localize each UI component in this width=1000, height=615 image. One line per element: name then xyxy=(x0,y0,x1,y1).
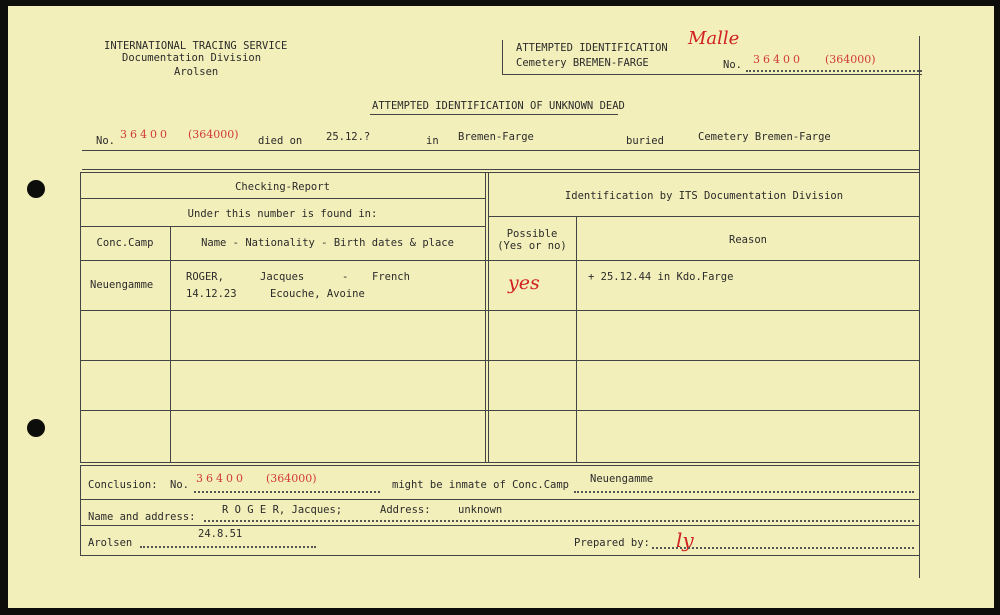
row-birth-date: 14.12.23 xyxy=(186,288,237,300)
record-no-alt: (364000) xyxy=(188,128,239,141)
table-top-border xyxy=(80,172,920,173)
rule xyxy=(80,525,920,526)
dotted-line xyxy=(204,520,914,522)
rule xyxy=(488,216,920,217)
right-title: ATTEMPTED IDENTIFICATION xyxy=(516,42,668,54)
column-header-possible-hint: (Yes or no) xyxy=(497,240,567,252)
identification-title: Identification by ITS Documentation Division xyxy=(564,190,844,202)
rule xyxy=(80,465,920,466)
row-nationality: French xyxy=(372,271,410,283)
handwritten-mark: Malle xyxy=(688,28,740,49)
rule xyxy=(80,260,920,261)
title-underline xyxy=(370,114,618,115)
conclusion-no-value: 36400 xyxy=(196,472,246,485)
org-name: INTERNATIONAL TRACING SERVICE xyxy=(104,40,288,52)
table-right-border xyxy=(919,36,920,578)
header-divider xyxy=(502,40,503,74)
conclusion-no-label: No. xyxy=(170,479,189,491)
row-firstname: Jacques xyxy=(260,271,305,283)
column-header-reason: Reason xyxy=(729,234,767,246)
column-divider xyxy=(170,226,171,462)
form-title: ATTEMPTED IDENTIFICATION OF UNKNOWN DEAD xyxy=(372,100,625,112)
buried-label: buried xyxy=(626,135,664,147)
signature: ly xyxy=(676,528,694,552)
table-bottom-border xyxy=(80,462,920,463)
org-division: Documentation Division xyxy=(122,52,262,64)
section-divider xyxy=(485,172,486,462)
conclusion-no-alt: (364000) xyxy=(266,472,317,485)
cemetery-line: Cemetery BREMEN-FARGE xyxy=(516,57,649,69)
buried-value: Cemetery Bremen-Farge xyxy=(698,131,831,143)
row-birth-place: Ecouche, Avoine xyxy=(270,288,365,300)
conclusion-inmate-text: might be inmate of Conc.Camp xyxy=(392,479,570,491)
column-header-possible: Possible xyxy=(506,228,558,240)
punch-hole xyxy=(27,419,45,437)
address-label: Address: xyxy=(380,504,431,516)
column-header-name: Name - Nationality - Birth dates & place xyxy=(201,237,454,249)
header-underline xyxy=(502,74,922,75)
conclusion-left-border xyxy=(80,465,81,555)
record-no-label: No. xyxy=(96,135,115,147)
record-card xyxy=(8,6,994,608)
rule xyxy=(80,410,920,411)
conclusion-label: Conclusion: xyxy=(88,479,158,491)
row-camp: Neuengamme xyxy=(90,279,154,291)
org-location: Arolsen xyxy=(174,66,219,78)
dotted-line xyxy=(574,491,914,493)
conclusion-camp-value: Neuengamme xyxy=(590,473,654,485)
rule xyxy=(80,555,920,556)
header-no-alt: (364000) xyxy=(825,53,876,66)
rule xyxy=(80,499,920,500)
row-reason: + 25.12.44 in Kdo.Farge xyxy=(588,271,734,283)
rule xyxy=(80,310,920,311)
died-label: died on xyxy=(258,135,303,147)
dotted-line xyxy=(746,70,922,72)
dotted-line xyxy=(140,546,316,548)
rule xyxy=(82,169,920,170)
row-dash: - xyxy=(342,271,349,283)
in-label: in xyxy=(426,135,439,147)
footer-date: 24.8.51 xyxy=(198,528,243,540)
died-value: 25.12.? xyxy=(326,131,371,143)
header-no-value: 36400 xyxy=(753,53,803,66)
checking-report-title: Checking-Report xyxy=(235,181,330,193)
record-no-value: 36400 xyxy=(120,128,170,141)
row-surname: ROGER, xyxy=(186,271,224,283)
punch-hole xyxy=(27,180,45,198)
rule xyxy=(80,360,920,361)
name-value: R O G E R, Jacques; xyxy=(222,504,343,516)
record-underline xyxy=(82,150,920,151)
in-value: Bremen-Farge xyxy=(458,131,534,143)
footer-place: Arolsen xyxy=(88,537,133,549)
column-divider xyxy=(576,216,577,462)
dotted-line xyxy=(194,491,380,493)
header-no-label: No. xyxy=(723,59,742,71)
prepared-by-label: Prepared by: xyxy=(574,537,650,549)
checking-report-subtitle: Under this number is found in: xyxy=(187,208,378,220)
rule xyxy=(80,226,486,227)
column-header-camp: Conc.Camp xyxy=(96,237,154,249)
name-address-label: Name and address: xyxy=(88,511,196,523)
rule xyxy=(80,198,486,199)
row-possible: yes xyxy=(508,272,540,294)
dotted-line xyxy=(652,547,914,549)
address-value: unknown xyxy=(458,504,503,516)
section-divider xyxy=(488,172,489,462)
